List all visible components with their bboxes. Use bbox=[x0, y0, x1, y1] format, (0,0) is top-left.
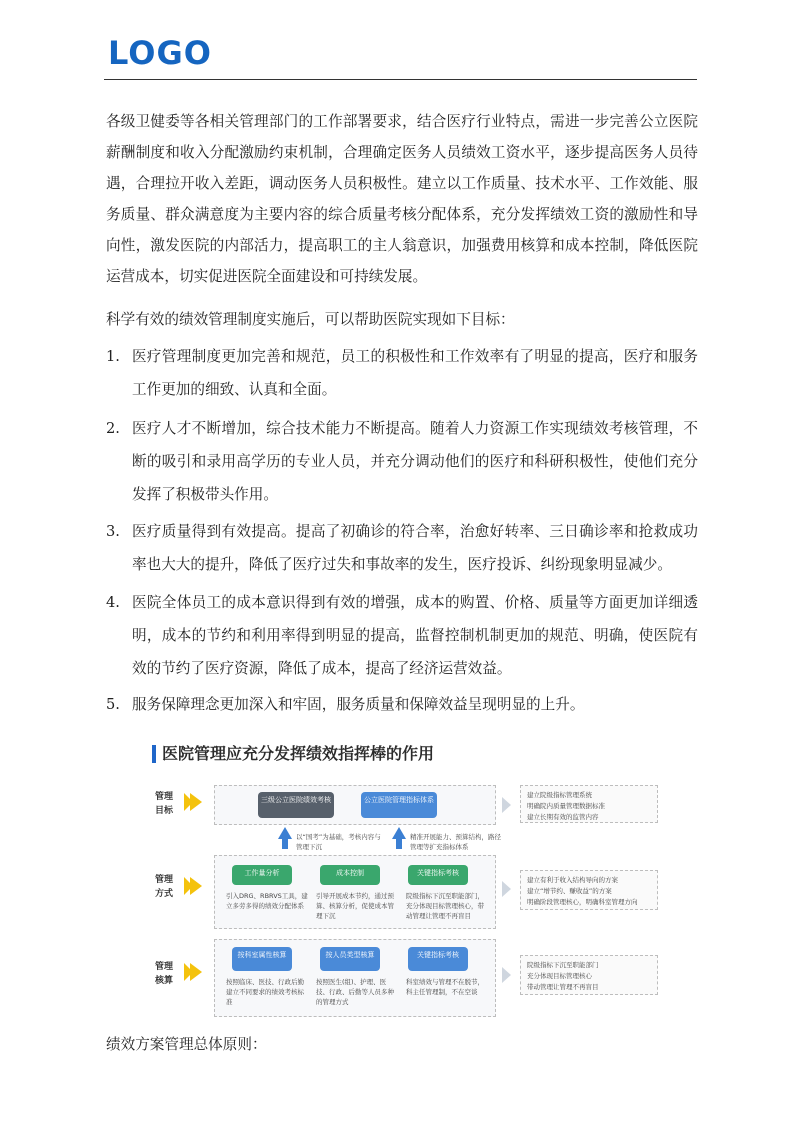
accounting-desc-1: 按照临床、医技、行政后勤建立不同要求的绩效考核标准 bbox=[226, 978, 304, 1006]
performance-diagram bbox=[150, 735, 660, 1020]
header-divider bbox=[104, 79, 697, 80]
chevron-right-icon bbox=[190, 877, 202, 895]
logo: LOGO bbox=[108, 34, 212, 72]
card-key-indicator: 关键指标考核 bbox=[408, 865, 468, 885]
accounting-note: 院级指标下沉至职能部门 充分体现目标管理核心 带动管理让管理不再盲目 bbox=[520, 955, 658, 995]
chevron-right-icon bbox=[190, 793, 202, 811]
list-item bbox=[106, 688, 698, 721]
list-number: 5. bbox=[106, 696, 120, 713]
card-cost-control: 成本控制 bbox=[320, 865, 380, 885]
method-desc-3: 院级指标下沉至职能部门，充分体现目标管理核心，带动管理让管理不再盲目 bbox=[406, 892, 484, 920]
row-label-method: 管理方式 bbox=[155, 875, 174, 899]
list-number: 1. bbox=[106, 348, 120, 365]
row-label-accounting: 管理核算 bbox=[155, 962, 174, 986]
list-item bbox=[106, 340, 698, 406]
accounting-desc-2: 按照医生(组)、护理、医技、行政、后勤等人员多种的管理方式 bbox=[316, 978, 394, 1006]
goal-note: 建立院级指标管理系统 明确院内质量管理数据标准 建立长期有效的监管内容 bbox=[520, 785, 658, 823]
section-heading: 绩效方案管理总体原则： bbox=[106, 1036, 267, 1053]
diagram-title: 医院管理应充分发挥绩效指挥棒的作用 bbox=[162, 744, 435, 763]
body-paragraph-2: 科学有效的绩效管理制度实施后，可以帮助医院实现如下目标： bbox=[106, 311, 515, 328]
chevron-right-icon bbox=[502, 797, 511, 813]
list-item bbox=[106, 412, 698, 511]
list-item bbox=[106, 586, 698, 685]
list-text: 医院全体员工的成本意识得到有效的增强，成本的购置、价格、质量等方面更加详细透明，成本的节约和利用率得到明显的提高，监督控制机制更加的规范、明确，使医院有效的节约了医疗资源，降低了成本，提高了经济运营效益。 bbox=[132, 594, 698, 677]
list-number: 4. bbox=[106, 594, 120, 611]
list-item bbox=[106, 515, 698, 581]
connector-text-1: 以“国考”为基础，考核内容与管理下沉 bbox=[296, 833, 381, 851]
list-text: 医疗质量得到有效提高。提高了初确诊的符合率，治愈好转率、三日确诊率和抢救成功率也大大的提升，降低了医疗过失和事故率的发生，医疗投诉、纠纷现象明显减少。 bbox=[132, 523, 698, 573]
card-indicator-system: 公立医院管理指标体系 bbox=[361, 792, 437, 818]
list-text: 医疗人才不断增加，综合技术能力不断提高。随着人力资源工作实现绩效考核管理，不断的吸引和录用高学历的专业人员，并充分调动他们的医疗和科研积极性，使他们充分发挥了积极带头作用。 bbox=[132, 420, 698, 503]
list-number: 3. bbox=[106, 523, 120, 540]
card-staff-type: 按人员类型核算 bbox=[320, 947, 380, 971]
card-department-type: 按科室属性核算 bbox=[232, 947, 292, 971]
method-note: 建立有利于收入结构导向的方案 建立“增节约、赚收益”的方案 明确阶段管理核心，明确科室管理方向 bbox=[520, 870, 658, 910]
accounting-desc-3: 科室绩效与管理不在脱节，科主任管理制，不在空谈 bbox=[406, 978, 484, 996]
row-label-goal: 管理目标 bbox=[155, 792, 174, 816]
list-text: 医疗管理制度更加完善和规范，员工的积极性和工作效率有了明显的提高，医疗和服务工作更加的细致、认真和全面。 bbox=[132, 348, 698, 398]
goal-panel bbox=[214, 785, 496, 825]
method-desc-2: 引导开展成本节约，通过预算、核算分析，促使成本管理下沉 bbox=[316, 892, 394, 920]
arrow-up-icon bbox=[278, 827, 292, 839]
chevron-right-icon bbox=[502, 881, 511, 897]
chevron-right-icon bbox=[190, 963, 202, 981]
body-paragraph-1: 各级卫健委等各相关管理部门的工作部署要求，结合医疗行业特点，需进一步完善公立医院薪酬制度和收入分配激励约束机制，合理确定医务人员绩效工资水平，逐步提高医务人员待遇，合理拉开收入差距，调动医务人员积极性。建立以工作质量、技术水平、工作效能、服务质量、群众满意度为主要内容的综合质量考核分配体系，充分发挥绩效工资的激励性和导向性，激发医院的内部活力，提高职工的主人翁意识，加强费用核算和成本控制，降低医院运营成本，切实促进医院全面建设和可持续发展。 bbox=[106, 113, 698, 285]
card-national-exam: 三级公立医院绩效考核 bbox=[258, 792, 334, 818]
list-text: 服务保障理念更加深入和牢固，服务质量和保障效益呈现明显的上升。 bbox=[132, 696, 585, 713]
card-workload: 工作量分析 bbox=[232, 865, 292, 885]
title-accent-bar bbox=[152, 745, 156, 763]
connector-text-2: 精准开展能力、预算结构，路径管理等扩充指标体系 bbox=[410, 833, 501, 851]
chevron-right-icon bbox=[502, 967, 511, 983]
list-number: 2. bbox=[106, 420, 120, 437]
card-key-indicator-2: 关键指标考核 bbox=[408, 947, 468, 971]
method-desc-1: 引入DRG、RBRVS工具，建立多劳多得的绩效分配体系 bbox=[226, 892, 308, 910]
arrow-up-icon bbox=[392, 827, 406, 839]
